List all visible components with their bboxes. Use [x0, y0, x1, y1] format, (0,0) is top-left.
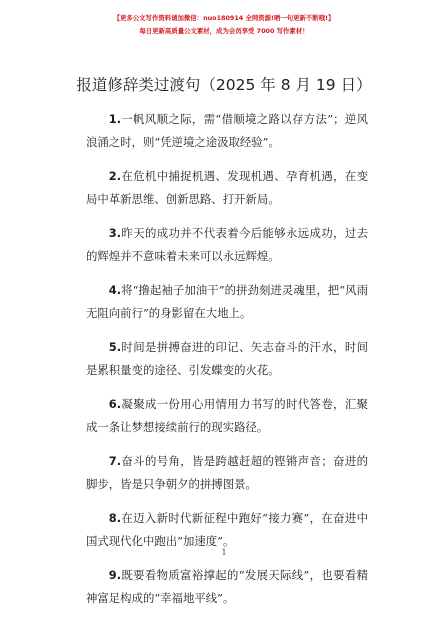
list-item: [86, 336, 368, 382]
list-item: [86, 507, 368, 553]
document-title: 报道修辞类过渡句（2025 年 8 月 19 日）: [76, 76, 372, 94]
item-number: 7.: [108, 454, 122, 468]
item-number: 3.: [108, 226, 122, 240]
item-number: 1.: [108, 112, 122, 126]
item-text: 一帆风顺之际，需“借顺境之路以存方法”；逆风浪涌之时，则“凭逆境之途汲取经验”。: [86, 112, 368, 149]
item-number: 2.: [108, 169, 122, 183]
item-number: 6.: [108, 397, 122, 411]
list-item: [86, 450, 368, 496]
list-item: [86, 108, 368, 154]
sentence-list: [86, 108, 368, 621]
item-number: 8.: [108, 511, 122, 525]
item-text: 在危机中捕捉机遇、发现机遇、孕育机遇，在变局中革新思维、创新思路、打开新局。: [86, 169, 368, 206]
promo-banner-line-2: 每日更新高质量公文素材，成为会员享受 7000 写作素材！: [139, 27, 309, 35]
item-text: 在迈入新时代新征程中跑好“接力赛”，在奋进中国式现代化中跑出“加速度”。: [86, 511, 368, 548]
item-text: 奋斗的号角，皆是跨越赶超的铿锵声音；奋进的脚步，皆是只争朝夕的拼搏图景。: [86, 454, 368, 491]
list-item: [86, 279, 368, 325]
item-text: 既要看物质富裕撑起的“发展天际线”，也要看精神富足构成的“幸福地平线”。: [86, 568, 368, 605]
item-number: 9.: [108, 568, 122, 582]
item-text: 昨天的成功并不代表着今后能够永远成功，过去的辉煌并不意味着未来可以永远辉煌。: [86, 226, 368, 263]
item-number: 5.: [108, 340, 122, 354]
item-text: 凝聚成一份用心用情用力书写的时代答卷，汇聚成一条让梦想接续前行的现实路径。: [86, 397, 368, 434]
list-item: [86, 222, 368, 268]
list-item: [86, 393, 368, 439]
item-text: 将“撸起袖子加油干”的拼劲刻进灵魂里，把“风雨无阻向前行”的身影留在大地上。: [86, 283, 368, 320]
promo-banner-line-1: 【更多公文写作资料请加微信：nuo180914 全网资源!晒一句更新不断哦!】: [113, 14, 335, 22]
list-item: [86, 165, 368, 211]
page-number: 1: [221, 548, 227, 557]
item-number: 4.: [108, 283, 122, 297]
list-item: [86, 564, 368, 610]
item-text: 时间是拼搏奋进的印记、矢志奋斗的汗水，时间是累积量变的途径、引发蝶变的火花。: [86, 340, 368, 377]
